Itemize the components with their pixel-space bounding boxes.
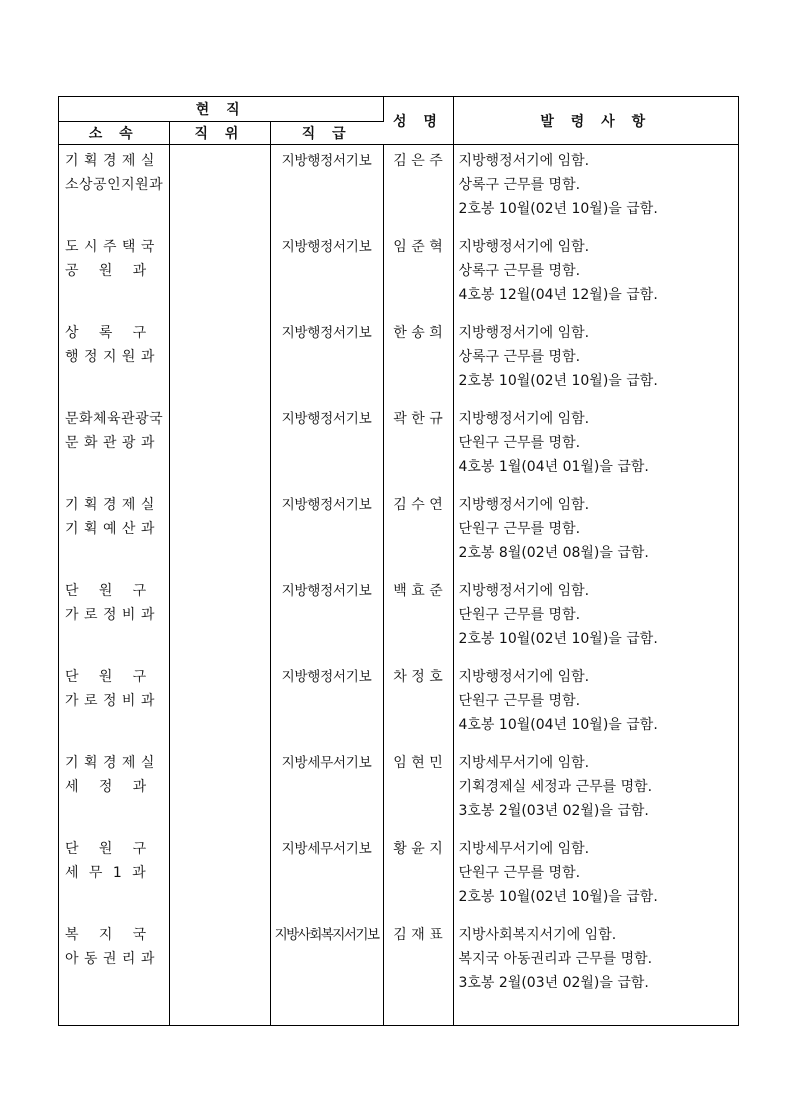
position-cell	[169, 407, 270, 493]
dept-line-2: 세 무 1 과	[65, 865, 147, 881]
note-line-3: 2호봉 10월(02년 10월)을 급함.	[458, 201, 658, 217]
name-cell: 김 재 표	[383, 923, 453, 1009]
filler-cell	[383, 1009, 453, 1025]
dept-line-2: 아 동 권 리 과	[65, 951, 155, 967]
position-cell	[169, 235, 270, 321]
grade-cell: 지방사회복지서기보	[270, 923, 383, 1009]
dept-line-1: 상 록 구	[65, 325, 147, 341]
note-line-3: 2호봉 8월(02년 08월)을 급함.	[458, 545, 649, 561]
position-cell	[169, 321, 270, 407]
dept-line-2: 가 로 정 비 과	[65, 607, 155, 623]
note-line-1: 지방사회복지서기에 임함.	[458, 927, 617, 943]
dept-line-2: 행 정 지 원 과	[65, 349, 155, 365]
dept-line-1: 문화체육관광국	[65, 411, 164, 427]
dept-header: 소 속	[59, 122, 169, 145]
note-line-1: 지방행정서기에 임함.	[458, 669, 590, 685]
table-row	[59, 751, 738, 837]
name-cell: 황 윤 지	[383, 837, 453, 923]
note-line-2: 단원구 근무를 명함.	[458, 607, 581, 623]
dept-line-1: 도 시 주 택 국	[65, 239, 155, 255]
grade-cell: 지방행정서기보	[270, 407, 383, 493]
dept-line-2: 문 화 관 광 과	[65, 435, 155, 451]
dept-cell	[59, 751, 169, 837]
name-cell: 김 수 연	[383, 493, 453, 579]
position-cell	[169, 579, 270, 665]
note-line-1: 지방행정서기에 임함.	[458, 583, 590, 599]
dept-line-1: 단 원 구	[65, 669, 147, 685]
table-row	[59, 145, 738, 236]
dept-cell	[59, 837, 169, 923]
notes-header: 발 령 사 항	[453, 97, 738, 145]
filler-row	[59, 1009, 738, 1025]
position-cell	[169, 923, 270, 1009]
notes-cell	[453, 751, 738, 837]
note-line-1: 지방행정서기에 임함.	[458, 411, 590, 427]
notes-cell	[453, 321, 738, 407]
current-post-header: 현 직	[59, 97, 383, 122]
dept-line-2: 가 로 정 비 과	[65, 693, 155, 709]
table-row	[59, 579, 738, 665]
filler-cell	[453, 1009, 738, 1025]
filler-cell	[270, 1009, 383, 1025]
grade-cell: 지방세무서기보	[270, 837, 383, 923]
position-cell	[169, 751, 270, 837]
dept-line-2: 세 정 과	[65, 779, 147, 795]
table-row	[59, 493, 738, 579]
name-header: 성 명	[383, 97, 453, 145]
note-line-1: 지방행정서기에 임함.	[458, 239, 590, 255]
notes-cell	[453, 837, 738, 923]
note-line-3: 2호봉 10월(02년 10월)을 급함.	[458, 889, 658, 905]
note-line-1: 지방세무서기에 임함.	[458, 755, 590, 771]
filler-cell	[59, 1009, 169, 1025]
dept-line-1: 복 지 국	[65, 927, 147, 943]
position-cell	[169, 145, 270, 236]
position-cell	[169, 493, 270, 579]
position-cell	[169, 665, 270, 751]
grade-cell: 지방행정서기보	[270, 493, 383, 579]
order-table	[59, 97, 738, 1025]
note-line-2: 상록구 근무를 명함.	[458, 349, 581, 365]
dept-line-1: 단 원 구	[65, 583, 147, 599]
name-cell: 곽 한 규	[383, 407, 453, 493]
grade-cell: 지방행정서기보	[270, 235, 383, 321]
table-row	[59, 665, 738, 751]
note-line-3: 2호봉 10월(02년 10월)을 급함.	[458, 631, 658, 647]
dept-cell	[59, 145, 169, 236]
table-row	[59, 235, 738, 321]
note-line-1: 지방행정서기에 임함.	[458, 497, 590, 513]
table-row	[59, 407, 738, 493]
notes-cell	[453, 407, 738, 493]
notes-cell	[453, 145, 738, 236]
dept-cell	[59, 579, 169, 665]
grade-cell: 지방행정서기보	[270, 321, 383, 407]
note-line-2: 기획경제실 세정과 근무를 명함.	[458, 779, 653, 795]
table-row	[59, 923, 738, 1009]
dept-line-1: 단 원 구	[65, 841, 147, 857]
table-row	[59, 837, 738, 923]
notes-cell	[453, 665, 738, 751]
note-line-1: 지방행정서기에 임함.	[458, 153, 590, 169]
notes-cell	[453, 235, 738, 321]
dept-cell	[59, 321, 169, 407]
name-cell: 차 정 호	[383, 665, 453, 751]
note-line-2: 복지국 아동권리과 근무를 명함.	[458, 951, 653, 967]
name-cell: 백 효 준	[383, 579, 453, 665]
note-line-2: 단원구 근무를 명함.	[458, 521, 581, 537]
dept-line-1: 기 획 경 제 실	[65, 153, 155, 169]
table-row	[59, 321, 738, 407]
note-line-3: 4호봉 10월(04년 10월)을 급함.	[458, 717, 658, 733]
notes-cell	[453, 579, 738, 665]
position-cell	[169, 837, 270, 923]
dept-cell	[59, 665, 169, 751]
grade-cell: 지방행정서기보	[270, 665, 383, 751]
notes-cell	[453, 923, 738, 1009]
name-cell: 김 은 주	[383, 145, 453, 236]
filler-cell	[169, 1009, 270, 1025]
grade-cell: 지방행정서기보	[270, 145, 383, 236]
position-header: 직 위	[169, 122, 270, 145]
grade-cell: 지방세무서기보	[270, 751, 383, 837]
grade-header: 직 급	[270, 122, 383, 145]
dept-cell	[59, 493, 169, 579]
note-line-2: 상록구 근무를 명함.	[458, 177, 581, 193]
dept-line-2: 공 원 과	[65, 263, 147, 279]
note-line-2: 단원구 근무를 명함.	[458, 435, 581, 451]
dept-line-2: 소상공인지원과	[65, 177, 164, 193]
name-cell: 임 준 혁	[383, 235, 453, 321]
note-line-2: 단원구 근무를 명함.	[458, 693, 581, 709]
dept-line-2: 기 획 예 산 과	[65, 521, 155, 537]
personnel-order-table	[58, 96, 739, 1026]
note-line-3: 2호봉 10월(02년 10월)을 급함.	[458, 373, 658, 389]
note-line-3: 4호봉 12월(04년 12월)을 급함.	[458, 287, 658, 303]
name-cell: 한 송 희	[383, 321, 453, 407]
name-cell: 임 현 민	[383, 751, 453, 837]
note-line-3: 3호봉 2월(03년 02월)을 급함.	[458, 975, 649, 991]
note-line-1: 지방행정서기에 임함.	[458, 325, 590, 341]
grade-cell: 지방행정서기보	[270, 579, 383, 665]
notes-cell	[453, 493, 738, 579]
dept-cell	[59, 923, 169, 1009]
dept-line-1: 기 획 경 제 실	[65, 497, 155, 513]
dept-cell	[59, 235, 169, 321]
dept-line-1: 기 획 경 제 실	[65, 755, 155, 771]
note-line-3: 4호봉 1월(04년 01월)을 급함.	[458, 459, 649, 475]
note-line-1: 지방세무서기에 임함.	[458, 841, 590, 857]
dept-cell	[59, 407, 169, 493]
note-line-3: 3호봉 2월(03년 02월)을 급함.	[458, 803, 649, 819]
note-line-2: 상록구 근무를 명함.	[458, 263, 581, 279]
note-line-2: 단원구 근무를 명함.	[458, 865, 581, 881]
